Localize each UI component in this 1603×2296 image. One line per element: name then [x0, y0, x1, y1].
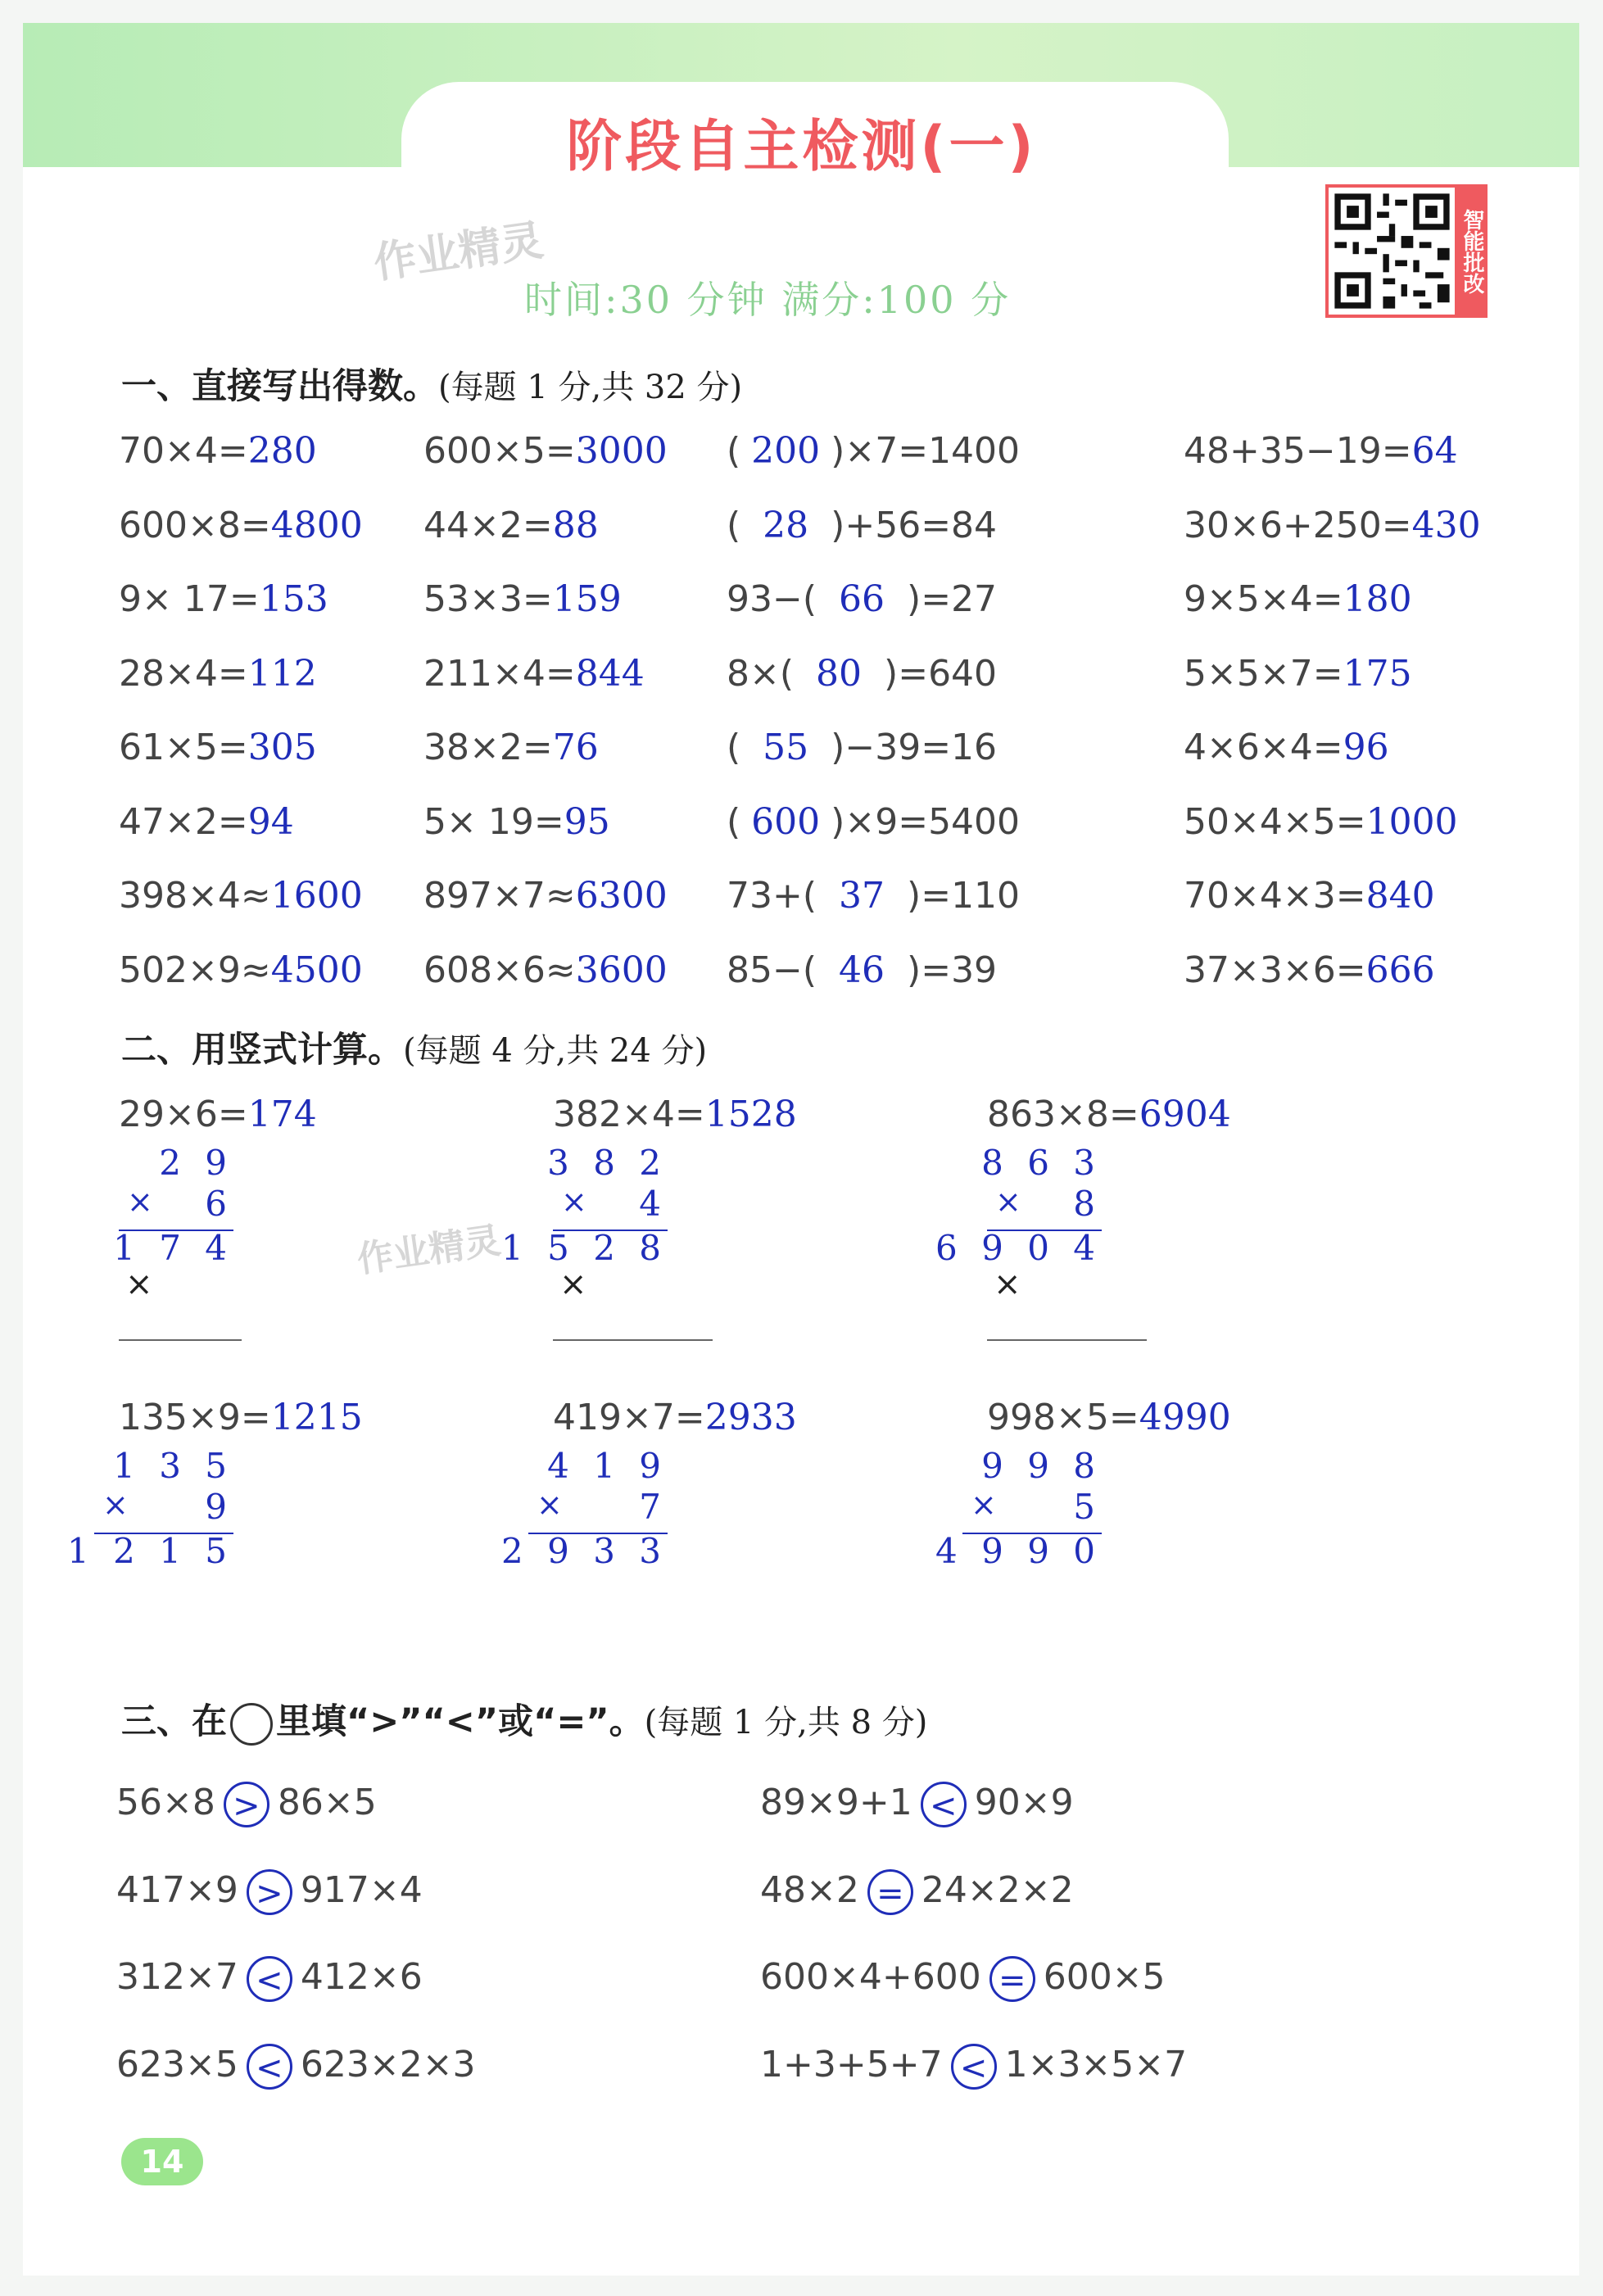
section3-heading [121, 1694, 927, 1746]
comparison-item [116, 1869, 423, 1915]
vertical-calculation [935, 1143, 1102, 1282]
arithmetic-item [727, 949, 997, 991]
comparison-item [760, 1956, 1166, 2002]
expression: 44×2= [423, 504, 553, 546]
arithmetic-item [119, 578, 328, 620]
answer: 4990 [1139, 1397, 1231, 1438]
multiplier: 4 [639, 1184, 668, 1224]
expression-prefix: ( [727, 800, 741, 843]
expression-prefix: 93−( [727, 578, 817, 620]
check-mark-area: × [994, 1266, 1021, 1303]
answer: 28 [763, 504, 809, 546]
answer: 840 [1365, 875, 1435, 917]
answer: 46 [839, 949, 885, 991]
check-mark-area: × [559, 1266, 587, 1303]
expression: 70×4×3= [1184, 875, 1366, 917]
arithmetic-item [423, 430, 668, 472]
answer: 4800 [270, 504, 363, 546]
expression: 30×6+250= [1184, 504, 1412, 546]
product: 1 5 2 8 [501, 1228, 668, 1268]
expression-suffix: )+56=84 [831, 504, 998, 546]
time-and-score: 时间:30 分钟 满分:100 分 [524, 278, 1012, 322]
answer: 112 [247, 652, 317, 695]
answer: 305 [247, 727, 317, 768]
arithmetic-item [119, 875, 363, 917]
multiplicand: 4 1 9 [547, 1446, 668, 1486]
expression: 9×5×4= [1184, 578, 1343, 620]
expression: 38×2= [423, 727, 553, 768]
right-expression: 412×6 [300, 1956, 423, 1998]
multiplier: 6 [205, 1184, 233, 1224]
check-line [119, 1339, 242, 1341]
answer: 180 [1343, 578, 1412, 620]
multiplier: 7 [639, 1487, 668, 1527]
answer: 2933 [704, 1397, 797, 1438]
expression: 398×4≈ [119, 875, 271, 917]
expression: 608×6≈ [423, 949, 576, 991]
arithmetic-item [119, 430, 317, 472]
expression-suffix: )=110 [907, 875, 1021, 917]
answer: 4500 [270, 949, 363, 991]
right-expression: 917×4 [300, 1868, 423, 1911]
vertical-calculation [935, 1446, 1102, 1585]
answer-blank [740, 430, 831, 472]
answer-blank [817, 949, 907, 991]
smart-grading-label[interactable]: 智能批改 [1455, 184, 1488, 318]
expression: 5× 19= [423, 800, 564, 843]
times-sign: × [102, 1487, 129, 1523]
multiplicand: 1 3 5 [113, 1446, 233, 1486]
vertical-calculation [113, 1143, 233, 1282]
answer: 153 [259, 578, 328, 620]
product: 1 7 4 [113, 1228, 233, 1268]
section2-note: (每题 4 分,共 24 分) [403, 1032, 708, 1070]
answer: 175 [1343, 652, 1412, 695]
arithmetic-item [1184, 505, 1481, 546]
check-line [553, 1339, 713, 1341]
arithmetic-item [423, 875, 668, 917]
left-expression: 623×5 [116, 2043, 238, 2085]
right-expression: 623×2×3 [300, 2043, 476, 2085]
arithmetic-item [1184, 727, 1389, 768]
section2-heading [121, 1022, 707, 1072]
vertical-calculation [501, 1446, 668, 1585]
vertical-problem-equation [553, 1397, 797, 1438]
answer: 666 [1365, 949, 1435, 991]
arithmetic-item [727, 578, 997, 620]
expression-suffix: )=39 [907, 949, 998, 991]
comparison-circle[interactable]: = [867, 1869, 913, 1915]
answer: 96 [1343, 727, 1389, 768]
arithmetic-item [727, 801, 1020, 843]
expression: 502×9≈ [119, 949, 271, 991]
vertical-problem-equation [987, 1397, 1231, 1438]
answer: 1000 [1365, 800, 1458, 843]
expression-prefix: 8×( [727, 652, 795, 695]
arithmetic-item [727, 875, 1020, 917]
answer: 280 [247, 430, 317, 472]
expression: 37×3×6= [1184, 949, 1366, 991]
answer: 1600 [270, 875, 363, 917]
arithmetic-item [1184, 875, 1435, 917]
arithmetic-item [727, 505, 997, 546]
expression: 998×5= [987, 1397, 1139, 1438]
page-number: 14 [121, 2138, 203, 2185]
expression-suffix: )×7=1400 [831, 430, 1021, 472]
answer: 1528 [704, 1094, 797, 1135]
answer: 37 [839, 875, 885, 917]
right-expression: 90×9 [974, 1782, 1074, 1823]
expression-suffix: )×9=5400 [831, 800, 1021, 843]
arithmetic-item [423, 578, 622, 620]
expression: 48+35−19= [1184, 430, 1412, 472]
comparison-item [760, 2044, 1187, 2090]
comparison-circle[interactable]: < [921, 1782, 967, 1827]
comparison-circle[interactable]: < [247, 1956, 292, 2002]
expression-prefix: ( [727, 430, 741, 472]
comparison-circle[interactable]: < [247, 2044, 292, 2090]
answer-blank [740, 801, 831, 843]
answer-blank [817, 578, 907, 620]
arithmetic-item [727, 653, 997, 695]
times-sign: × [995, 1184, 1021, 1220]
product: 4 9 9 0 [935, 1531, 1102, 1571]
answer: 80 [816, 652, 863, 695]
section2-title: 二、用竖式计算。 [121, 1030, 403, 1071]
comparison-item [116, 1782, 377, 1827]
right-expression: 24×2×2 [921, 1868, 1074, 1911]
expression: 29×6= [119, 1094, 248, 1135]
section1-title: 一、直接写出得数。 [121, 366, 438, 407]
expression-suffix: )=640 [884, 652, 998, 695]
answer-blank [740, 505, 831, 546]
multiplicand: 9 9 8 [981, 1446, 1102, 1486]
comparison-circle[interactable]: < [951, 2044, 997, 2090]
arithmetic-item [423, 653, 645, 695]
expression: 135×9= [119, 1397, 271, 1438]
times-sign: × [127, 1184, 153, 1220]
expression-prefix: 73+( [727, 875, 817, 917]
comparison-item [116, 1956, 423, 2002]
section1-heading [121, 359, 742, 409]
vertical-problem-equation [119, 1397, 363, 1438]
answer: 55 [763, 727, 809, 768]
arithmetic-item [423, 801, 610, 843]
answer: 600 [751, 800, 821, 843]
product: 1 2 1 5 [67, 1531, 233, 1571]
answer: 844 [575, 652, 645, 695]
expression: 5×5×7= [1184, 652, 1343, 695]
answer: 200 [751, 430, 821, 472]
answer-blank [740, 727, 831, 768]
left-expression: 1+3+5+7 [760, 2043, 943, 2085]
right-expression: 1×3×5×7 [1004, 2043, 1188, 2085]
answer: 6300 [575, 875, 668, 917]
expression: 4×6×4= [1184, 727, 1343, 768]
multiplier: 8 [1073, 1184, 1102, 1224]
arithmetic-item [1184, 430, 1458, 472]
answer-blank [817, 875, 907, 917]
multiplicand: 8 6 3 [981, 1143, 1102, 1183]
left-expression: 89×9+1 [760, 1782, 912, 1823]
times-sign: × [537, 1487, 563, 1523]
qr-code-icon[interactable] [1325, 184, 1459, 318]
expression: 70×4= [119, 430, 248, 472]
vertical-calculation [501, 1143, 668, 1282]
arithmetic-item [119, 505, 363, 546]
expression: 53×3= [423, 578, 553, 620]
expression: 419×7= [553, 1397, 705, 1438]
arithmetic-item [1184, 578, 1412, 620]
watermark: 作业精灵 [370, 215, 546, 289]
left-expression: 600×4+600 [760, 1956, 981, 1998]
watermark: 作业精灵 [354, 1219, 504, 1281]
times-sign: × [561, 1184, 587, 1220]
arithmetic-item [727, 727, 997, 768]
circle-icon [230, 1703, 273, 1746]
vertical-problem-equation [119, 1094, 317, 1135]
expression: 600×8= [119, 504, 271, 546]
page-title: 阶段自主检测(一) [566, 115, 1037, 179]
section3-note: (每题 1 分,共 8 分) [644, 1704, 928, 1741]
answer: 64 [1411, 430, 1458, 472]
qr-code-block[interactable] [1325, 184, 1489, 315]
comparison-item [116, 2044, 476, 2090]
right-expression: 600×5 [1043, 1956, 1166, 1998]
arithmetic-item [1184, 653, 1412, 695]
product: 2 9 3 3 [501, 1531, 668, 1571]
multiplier: 5 [1073, 1487, 1102, 1527]
section3-title-pre: 三、在 [121, 1701, 227, 1742]
comparison-item [760, 1869, 1074, 1915]
answer: 76 [552, 727, 599, 768]
check-mark-area: × [125, 1266, 153, 1303]
answer: 94 [247, 800, 294, 843]
comparison-circle[interactable]: > [224, 1782, 269, 1827]
qr-pattern [1329, 188, 1456, 315]
answer: 6904 [1139, 1094, 1231, 1135]
multiplicand: 3 8 2 [547, 1143, 668, 1183]
comparison-item [760, 1782, 1074, 1827]
vertical-problem-equation [553, 1094, 797, 1135]
expression: 600×5= [423, 430, 576, 472]
expression: 211×4= [423, 652, 576, 695]
arithmetic-item [423, 505, 599, 546]
answer: 159 [552, 578, 622, 620]
times-sign: × [971, 1487, 997, 1523]
multiplicand: 2 9 [159, 1143, 233, 1183]
vertical-calculation [67, 1446, 233, 1585]
expression-prefix: ( [727, 727, 741, 768]
arithmetic-item [119, 653, 317, 695]
vertical-problem-equation [987, 1094, 1231, 1135]
arithmetic-item [119, 801, 294, 843]
expression-prefix: 85−( [727, 949, 817, 991]
answer: 430 [1411, 504, 1481, 546]
arithmetic-item [119, 727, 317, 768]
answer: 3600 [575, 949, 668, 991]
answer: 174 [247, 1094, 317, 1135]
right-expression: 86×5 [277, 1782, 377, 1823]
multiplier: 9 [205, 1487, 233, 1527]
expression-suffix: )=27 [907, 578, 998, 620]
check-line [987, 1339, 1147, 1341]
answer: 66 [839, 578, 885, 620]
arithmetic-item [119, 949, 363, 991]
left-expression: 56×8 [116, 1782, 215, 1823]
answer: 88 [552, 504, 599, 546]
section3-title-post: 里填“>”“<”或“=”。 [276, 1701, 645, 1742]
answer: 3000 [575, 430, 668, 472]
expression: 28×4= [119, 652, 248, 695]
arithmetic-item [1184, 801, 1458, 843]
arithmetic-item [1184, 949, 1435, 991]
left-expression: 312×7 [116, 1956, 238, 1998]
product: 6 9 0 4 [935, 1228, 1102, 1268]
arithmetic-item [423, 727, 599, 768]
expression: 47×2= [119, 800, 248, 843]
comparison-circle[interactable]: > [247, 1869, 292, 1915]
expression: 50×4×5= [1184, 800, 1366, 843]
expression: 897×7≈ [423, 875, 576, 917]
expression: 382×4= [553, 1094, 705, 1135]
answer-blank [794, 653, 884, 695]
expression-suffix: )−39=16 [831, 727, 998, 768]
arithmetic-item [423, 949, 668, 991]
expression: 863×8= [987, 1094, 1139, 1135]
expression-prefix: ( [727, 504, 741, 546]
expression: 61×5= [119, 727, 248, 768]
comparison-circle[interactable]: = [989, 1956, 1035, 2002]
answer: 1215 [270, 1397, 363, 1438]
left-expression: 417×9 [116, 1868, 238, 1911]
answer: 95 [564, 800, 610, 843]
left-expression: 48×2 [760, 1868, 859, 1911]
expression: 9× 17= [119, 578, 260, 620]
section1-note: (每题 1 分,共 32 分) [438, 369, 743, 406]
arithmetic-item [727, 430, 1020, 472]
